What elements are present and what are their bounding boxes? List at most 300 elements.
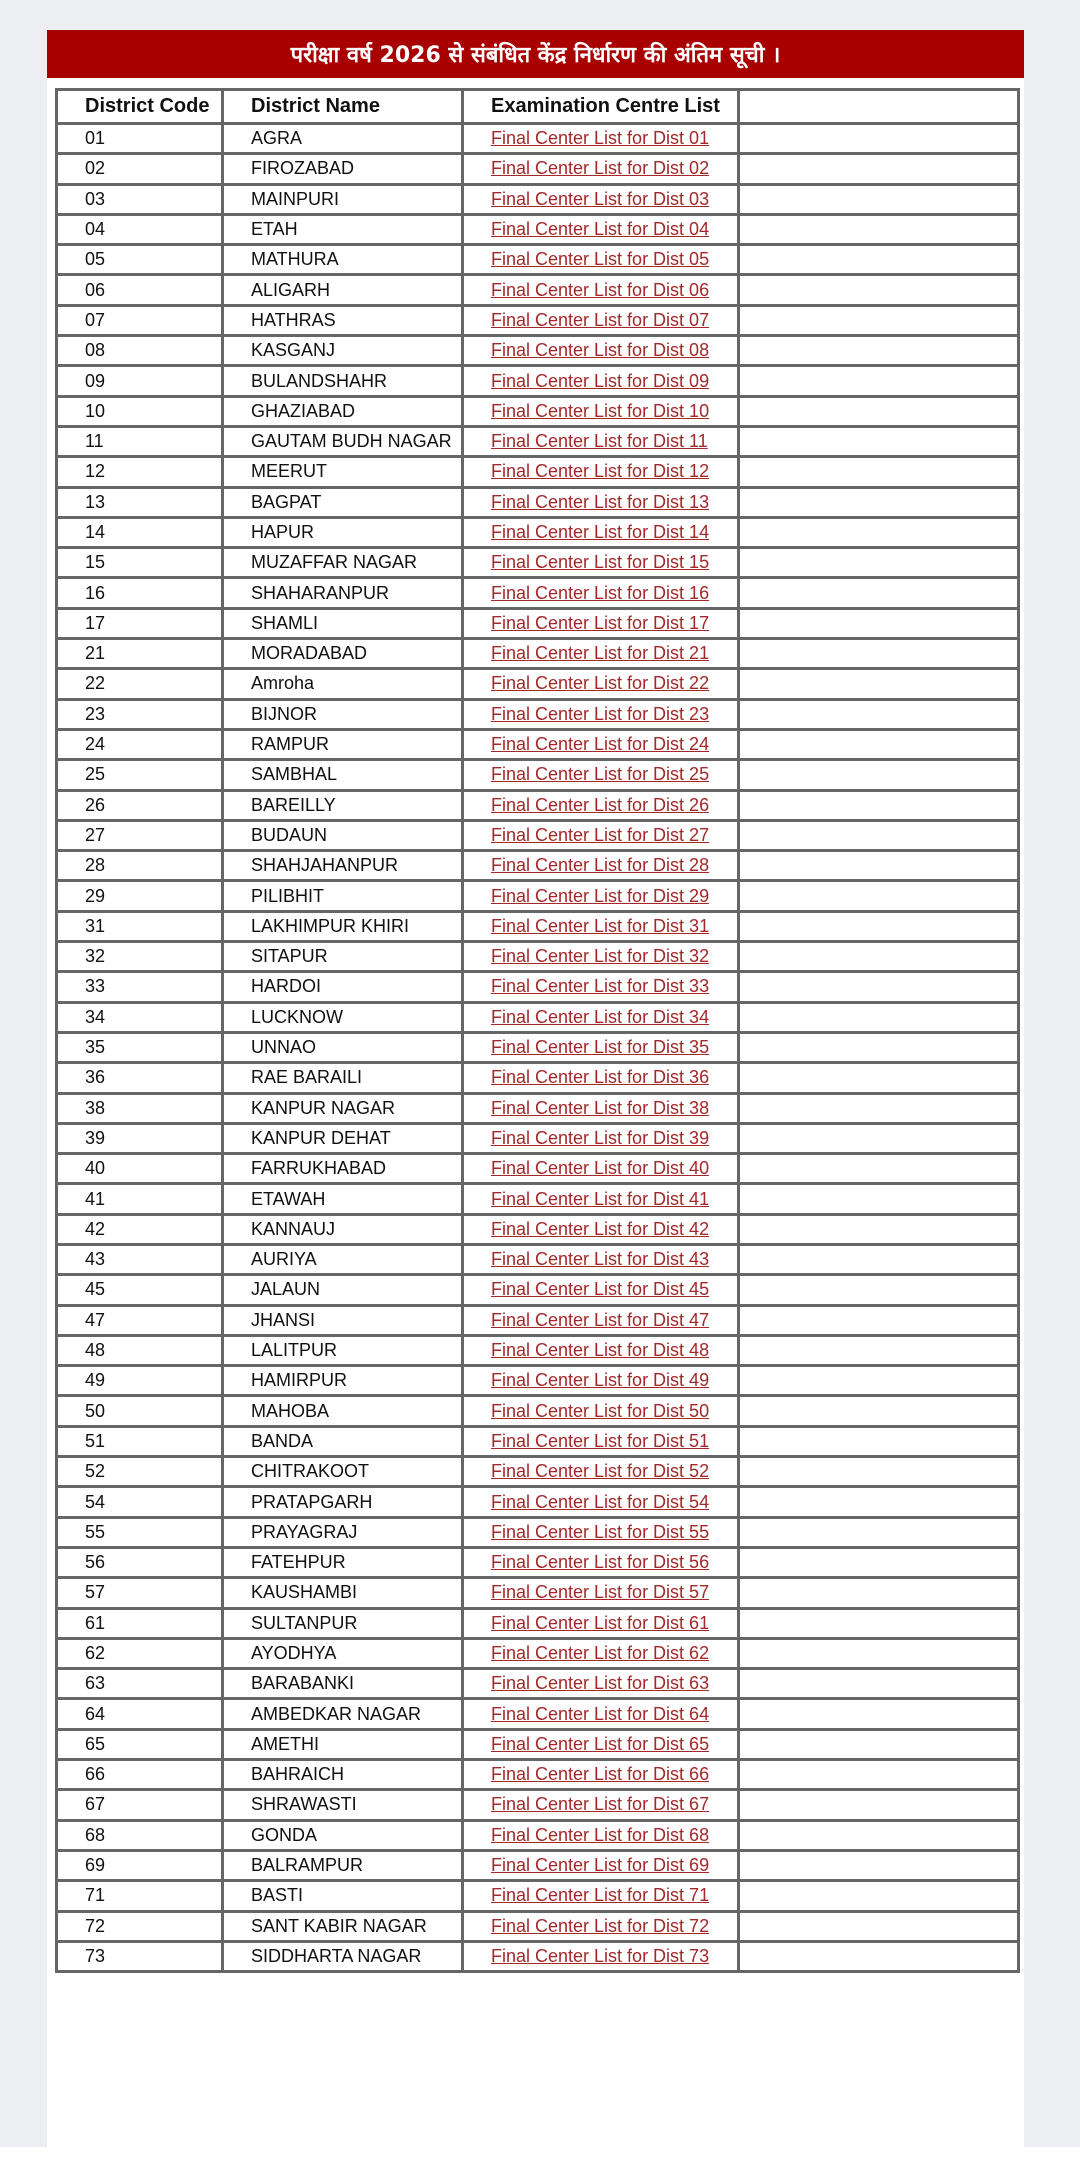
header-district-code: District Code [57,90,223,124]
table-row [57,336,1019,366]
table-row [57,942,1019,972]
table-row [57,548,1019,578]
district-code: 71 [57,1881,223,1911]
district-code: 64 [57,1699,223,1729]
empty-cell [739,1790,1019,1820]
empty-cell [739,1093,1019,1123]
final-center-list-link[interactable]: Final Center List for Dist 24 [491,734,710,755]
district-code: 41 [57,1184,223,1214]
table-row [57,669,1019,699]
empty-cell [739,669,1019,699]
district-code: 13 [57,487,223,517]
table-row [57,1002,1019,1032]
district-name: PILIBHIT [223,881,463,911]
empty-cell [739,1820,1019,1850]
final-center-list-link[interactable]: Final Center List for Dist 57 [491,1582,710,1603]
district-name: MATHURA [223,245,463,275]
district-name: UNNAO [223,1032,463,1062]
table-row [57,1184,1019,1214]
district-name: SAMBHAL [223,760,463,790]
table-row [57,1154,1019,1184]
district-code: 50 [57,1396,223,1426]
district-code: 65 [57,1729,223,1759]
district-name: ETAH [223,214,463,244]
district-name: FARRUKHABAD [223,1154,463,1184]
district-name: SULTANPUR [223,1608,463,1638]
district-name: BAGPAT [223,487,463,517]
empty-cell [739,275,1019,305]
district-name: KASGANJ [223,336,463,366]
district-name: CHITRAKOOT [223,1457,463,1487]
district-name: JALAUN [223,1275,463,1305]
centre-list-cell [463,1850,739,1880]
empty-cell [739,1699,1019,1729]
district-code: 06 [57,275,223,305]
district-code: 32 [57,942,223,972]
district-name: AMETHI [223,1729,463,1759]
table-row [57,1093,1019,1123]
header-centre-list: Examination Centre List [463,90,739,124]
district-name: LAKHIMPUR KHIRI [223,911,463,941]
district-code: 23 [57,699,223,729]
empty-cell [739,457,1019,487]
centre-list-cell [463,1093,739,1123]
empty-cell [739,972,1019,1002]
final-center-list-link[interactable]: Final Center List for Dist 17 [491,612,710,633]
final-center-list-link[interactable]: Final Center List for Dist 54 [491,1491,710,1512]
table-row [57,305,1019,335]
district-code: 55 [57,1517,223,1547]
district-code: 42 [57,1214,223,1244]
table-row [57,820,1019,850]
district-code: 29 [57,881,223,911]
district-centre-table [55,88,1020,1973]
district-code: 62 [57,1638,223,1668]
table-row [57,1275,1019,1305]
centre-list-cell [463,1063,739,1093]
final-center-list-link[interactable]: Final Center List for Dist 23 [491,703,710,724]
centre-list-cell [463,245,739,275]
centre-list-cell [463,184,739,214]
centre-list-cell [463,1244,739,1274]
district-code: 28 [57,851,223,881]
district-name: MUZAFFAR NAGAR [223,548,463,578]
centre-list-cell [463,336,739,366]
final-center-list-link[interactable]: Final Center List for Dist 05 [491,249,710,270]
centre-list-cell [463,154,739,184]
empty-cell [739,548,1019,578]
district-name: RAE BARAILI [223,1063,463,1093]
final-center-list-link[interactable]: Final Center List for Dist 67 [491,1794,710,1815]
table-row [57,154,1019,184]
empty-cell [739,1517,1019,1547]
centre-list-cell [463,1729,739,1759]
final-center-list-link[interactable]: Final Center List for Dist 32 [491,946,710,967]
final-center-list-link[interactable]: Final Center List for Dist 73 [491,1945,710,1966]
district-name: SHAMLI [223,608,463,638]
district-name: BARABANKI [223,1669,463,1699]
final-center-list-link[interactable]: Final Center List for Dist 65 [491,1733,710,1754]
district-name: BAHRAICH [223,1760,463,1790]
empty-cell [739,184,1019,214]
district-name: HAPUR [223,517,463,547]
centre-list-cell [463,699,739,729]
table-row [57,1729,1019,1759]
table-row [57,1426,1019,1456]
table-row [57,1396,1019,1426]
centre-list-cell [463,1426,739,1456]
district-code: 11 [57,426,223,456]
centre-list-cell [463,1941,739,1971]
table-row [57,124,1019,154]
table-header-row [57,90,1019,124]
page-title-banner [47,30,1024,78]
content-card [47,30,1024,2147]
district-code: 33 [57,972,223,1002]
empty-cell [739,1457,1019,1487]
table-row [57,457,1019,487]
district-name: FATEHPUR [223,1547,463,1577]
final-center-list-link[interactable]: Final Center List for Dist 40 [491,1158,710,1179]
centre-list-cell [463,1578,739,1608]
district-name: AYODHYA [223,1638,463,1668]
centre-list-cell [463,517,739,547]
centre-list-cell [463,487,739,517]
table-row [57,1063,1019,1093]
centre-list-cell [463,639,739,669]
table-row [57,1517,1019,1547]
table-row [57,1608,1019,1638]
final-center-list-link[interactable]: Final Center List for Dist 34 [491,1006,710,1027]
final-center-list-link[interactable]: Final Center List for Dist 39 [491,1127,710,1148]
district-code: 34 [57,1002,223,1032]
final-center-list-link[interactable]: Final Center List for Dist 22 [491,673,710,694]
table-row [57,396,1019,426]
table-row [57,1366,1019,1396]
empty-cell [739,366,1019,396]
table-row [57,275,1019,305]
final-center-list-link[interactable]: Final Center List for Dist 27 [491,824,710,845]
empty-cell [739,154,1019,184]
final-center-list-link[interactable]: Final Center List for Dist 48 [491,1340,710,1361]
table-row [57,1669,1019,1699]
empty-cell [739,578,1019,608]
centre-list-cell [463,1608,739,1638]
empty-cell [739,1941,1019,1971]
table-row [57,790,1019,820]
centre-list-cell [463,1305,739,1335]
final-center-list-link[interactable]: Final Center List for Dist 13 [491,491,710,512]
centre-list-cell [463,881,739,911]
header-empty [739,90,1019,124]
district-name: PRATAPGARH [223,1487,463,1517]
centre-list-cell [463,972,739,1002]
empty-cell [739,608,1019,638]
district-name: Amroha [223,669,463,699]
district-code: 07 [57,305,223,335]
final-center-list-link[interactable]: Final Center List for Dist 31 [491,915,710,936]
empty-cell [739,426,1019,456]
final-center-list-link[interactable]: Final Center List for Dist 12 [491,461,710,482]
empty-cell [739,729,1019,759]
final-center-list-link[interactable]: Final Center List for Dist 08 [491,340,710,361]
centre-list-cell [463,790,739,820]
district-name: MEERUT [223,457,463,487]
centre-list-cell [463,305,739,335]
empty-cell [739,1214,1019,1244]
final-center-list-link[interactable]: Final Center List for Dist 07 [491,309,710,330]
empty-cell [739,396,1019,426]
centre-list-cell [463,1487,739,1517]
district-code: 67 [57,1790,223,1820]
final-center-list-link[interactable]: Final Center List for Dist 01 [491,128,710,149]
table-row [57,426,1019,456]
district-code: 17 [57,608,223,638]
district-code: 08 [57,336,223,366]
empty-cell [739,1669,1019,1699]
empty-cell [739,517,1019,547]
centre-list-cell [463,608,739,638]
district-name: GAUTAM BUDH NAGAR [223,426,463,456]
empty-cell [739,1487,1019,1517]
empty-cell [739,1184,1019,1214]
empty-cell [739,639,1019,669]
district-code: 54 [57,1487,223,1517]
table-row [57,184,1019,214]
centre-list-cell [463,1457,739,1487]
empty-cell [739,1305,1019,1335]
final-center-list-link[interactable]: Final Center List for Dist 72 [491,1915,710,1936]
table-row [57,729,1019,759]
centre-list-cell [463,942,739,972]
centre-list-cell [463,578,739,608]
centre-list-cell [463,1517,739,1547]
district-code: 56 [57,1547,223,1577]
district-name: KANPUR DEHAT [223,1123,463,1153]
district-name: PRAYAGRAJ [223,1517,463,1547]
final-center-list-link[interactable]: Final Center List for Dist 06 [491,279,710,300]
centre-list-cell [463,1911,739,1941]
centre-list-cell [463,1790,739,1820]
centre-list-cell [463,1154,739,1184]
empty-cell [739,1275,1019,1305]
centre-list-cell [463,457,739,487]
final-center-list-link[interactable]: Final Center List for Dist 66 [491,1764,710,1785]
centre-list-cell [463,366,739,396]
district-code: 57 [57,1578,223,1608]
table-row [57,881,1019,911]
empty-cell [739,911,1019,941]
centre-list-cell [463,851,739,881]
empty-cell [739,1729,1019,1759]
final-center-list-link[interactable]: Final Center List for Dist 56 [491,1552,710,1573]
final-center-list-link[interactable]: Final Center List for Dist 62 [491,1642,710,1663]
table-row [57,1638,1019,1668]
district-name: BAREILLY [223,790,463,820]
district-name: ALIGARH [223,275,463,305]
district-name: HAMIRPUR [223,1366,463,1396]
district-name: FIROZABAD [223,154,463,184]
district-name: LUCKNOW [223,1002,463,1032]
district-code: 14 [57,517,223,547]
centre-list-cell [463,1002,739,1032]
district-name: BIJNOR [223,699,463,729]
final-center-list-link[interactable]: Final Center List for Dist 14 [491,522,710,542]
final-center-list-link[interactable]: Final Center List for Dist 50 [491,1400,710,1421]
final-center-list-link[interactable]: Final Center List for Dist 41 [491,1188,710,1209]
final-center-list-link[interactable]: Final Center List for Dist 33 [491,976,710,997]
empty-cell [739,760,1019,790]
district-code: 43 [57,1244,223,1274]
final-center-list-link[interactable]: Final Center List for Dist 43 [491,1249,710,1270]
district-name: MORADABAD [223,639,463,669]
empty-cell [739,699,1019,729]
district-code: 69 [57,1850,223,1880]
centre-list-cell [463,1760,739,1790]
district-code: 05 [57,245,223,275]
final-center-list-link[interactable]: Final Center List for Dist 03 [491,188,710,209]
table-row [57,1578,1019,1608]
table-row [57,851,1019,881]
final-center-list-link[interactable]: Final Center List for Dist 35 [491,1037,710,1058]
district-code: 51 [57,1426,223,1456]
final-center-list-link[interactable]: Final Center List for Dist 49 [491,1370,710,1391]
district-code: 63 [57,1669,223,1699]
final-center-list-link[interactable]: Final Center List for Dist 04 [491,219,710,240]
district-code: 09 [57,366,223,396]
district-code: 25 [57,760,223,790]
centre-list-cell [463,729,739,759]
centre-list-cell [463,820,739,850]
table-row [57,366,1019,396]
empty-cell [739,1335,1019,1365]
centre-list-cell [463,1881,739,1911]
district-code: 10 [57,396,223,426]
district-code: 31 [57,911,223,941]
district-name: JHANSI [223,1305,463,1335]
empty-cell [739,1608,1019,1638]
final-center-list-link[interactable]: Final Center List for Dist 63 [491,1673,710,1694]
table-row [57,1244,1019,1274]
centre-list-cell [463,1275,739,1305]
table-row [57,1032,1019,1062]
district-code: 12 [57,457,223,487]
district-code: 45 [57,1275,223,1305]
district-name: BULANDSHAHR [223,366,463,396]
district-code: 38 [57,1093,223,1123]
final-center-list-link[interactable]: Final Center List for Dist 47 [491,1309,710,1330]
final-center-list-link[interactable]: Final Center List for Dist 15 [491,552,710,573]
table-row [57,1457,1019,1487]
district-code: 15 [57,548,223,578]
district-code: 66 [57,1760,223,1790]
final-center-list-link[interactable]: Final Center List for Dist 64 [491,1703,710,1724]
district-code: 26 [57,790,223,820]
centre-list-cell [463,1669,739,1699]
final-center-list-link[interactable]: Final Center List for Dist 69 [491,1855,710,1876]
table-row [57,1123,1019,1153]
district-name: BANDA [223,1426,463,1456]
final-center-list-link[interactable]: Final Center List for Dist 71 [491,1885,710,1906]
district-code: 47 [57,1305,223,1335]
district-code: 02 [57,154,223,184]
district-code: 01 [57,124,223,154]
table-row [57,1305,1019,1335]
final-center-list-link[interactable]: Final Center List for Dist 21 [491,643,710,664]
final-center-list-link[interactable]: Final Center List for Dist 61 [491,1612,710,1633]
final-center-list-link[interactable]: Final Center List for Dist 29 [491,885,710,906]
district-name: LALITPUR [223,1335,463,1365]
table-row [57,639,1019,669]
empty-cell [739,245,1019,275]
centre-list-cell [463,548,739,578]
table-row [57,760,1019,790]
district-code: 52 [57,1457,223,1487]
district-name: SHAHARANPUR [223,578,463,608]
district-code: 68 [57,1820,223,1850]
district-name: SHRAWASTI [223,1790,463,1820]
final-center-list-link[interactable]: Final Center List for Dist 10 [491,400,710,421]
centre-list-cell [463,1123,739,1153]
final-center-list-link[interactable]: Final Center List for Dist 55 [491,1521,710,1542]
final-center-list-link[interactable]: Final Center List for Dist 42 [491,1218,710,1239]
final-center-list-link[interactable]: Final Center List for Dist 28 [491,855,710,876]
district-name: MAINPURI [223,184,463,214]
final-center-list-link[interactable]: Final Center List for Dist 38 [491,1097,710,1118]
final-center-list-link[interactable]: Final Center List for Dist 68 [491,1824,710,1845]
empty-cell [739,1850,1019,1880]
empty-cell [739,790,1019,820]
district-name: KAUSHAMBI [223,1578,463,1608]
empty-cell [739,214,1019,244]
empty-cell [739,1366,1019,1396]
centre-list-cell [463,426,739,456]
table-row [57,517,1019,547]
district-name: AMBEDKAR NAGAR [223,1699,463,1729]
table-row [57,578,1019,608]
table-row [57,972,1019,1002]
centre-list-cell [463,760,739,790]
district-code: 61 [57,1608,223,1638]
final-center-list-link[interactable]: Final Center List for Dist 26 [491,794,710,815]
final-center-list-link[interactable]: Final Center List for Dist 16 [491,582,710,603]
empty-cell [739,124,1019,154]
district-name: ETAWAH [223,1184,463,1214]
table-row [57,1699,1019,1729]
district-name: SANT KABIR NAGAR [223,1911,463,1941]
district-code: 48 [57,1335,223,1365]
final-center-list-link[interactable]: Final Center List for Dist 51 [491,1430,710,1451]
centre-list-cell [463,1032,739,1062]
final-center-list-link[interactable]: Final Center List for Dist 11 [491,431,708,452]
final-center-list-link[interactable]: Final Center List for Dist 45 [491,1279,710,1300]
centre-list-cell [463,1184,739,1214]
final-center-list-link[interactable]: Final Center List for Dist 36 [491,1067,710,1088]
final-center-list-link[interactable]: Final Center List for Dist 02 [491,158,710,179]
table-row [57,245,1019,275]
centre-list-cell [463,1638,739,1668]
final-center-list-link[interactable]: Final Center List for Dist 25 [491,764,710,785]
final-center-list-link[interactable]: Final Center List for Dist 52 [491,1461,710,1482]
district-code: 73 [57,1941,223,1971]
empty-cell [739,1396,1019,1426]
empty-cell [739,1760,1019,1790]
centre-list-cell [463,1547,739,1577]
centre-list-cell [463,1396,739,1426]
empty-cell [739,1154,1019,1184]
district-code: 21 [57,639,223,669]
final-center-list-link[interactable]: Final Center List for Dist 09 [491,370,710,391]
